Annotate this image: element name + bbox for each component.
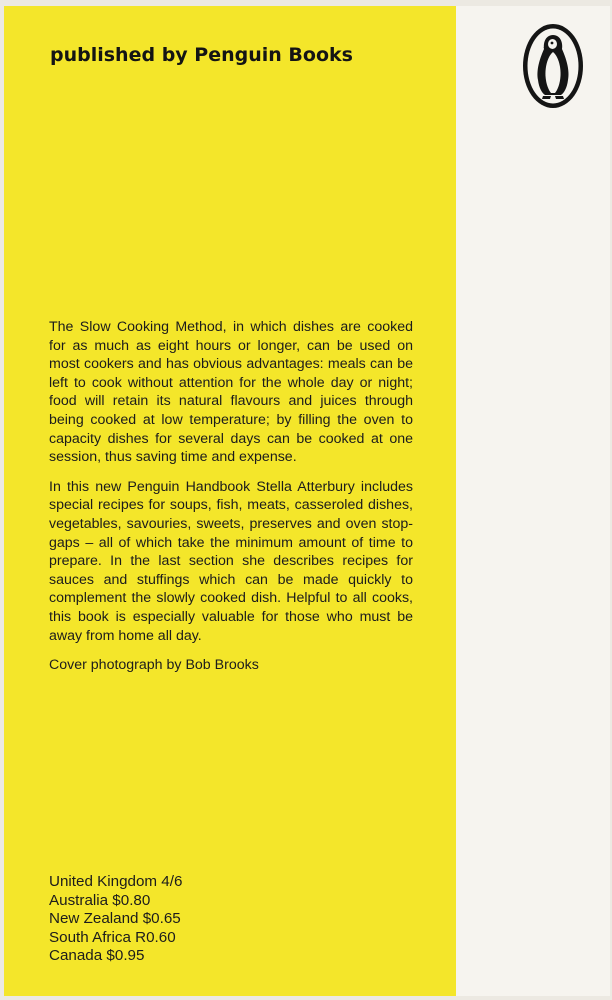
publisher-line: published by Penguin Books (50, 44, 353, 66)
price-new-zealand: New Zealand $0.65 (49, 910, 181, 928)
blurb-paragraph-2: In this new Penguin Handbook Stella Atterbury includes special recipes for soups, fish, meats, casseroled dishes, vegetables, savouries, sweets, preserves and oven stop-gaps – all of which take the minimum amount of time to prepare. In the last section she describes recipes for sauces and stuffings which can be made quickly to complement the slowly cooked dish. Helpful to all cooks, this book is especially valuable for those who must be away from home all day. (49, 478, 413, 644)
cover-credit: Cover photograph by Bob Brooks (49, 657, 259, 674)
blurb-text (49, 318, 413, 686)
price-uk: United Kingdom 4/6 (49, 873, 183, 890)
blurb-paragraph-1: The Slow Cooking Method, in which dishes are cooked for as much as eight hours or longer, can be used on most cookers and has obvious advantages: meals can be left to cook without attention for the whole day or night; food will retain its natural flavours and juices through being cooked at low temperature; by filling the oven to capacity dishes for several days can be cooked at one session, thus saving time and expense. (49, 319, 413, 466)
penguin-logo-icon (521, 22, 585, 110)
white-strip (456, 6, 610, 996)
price-canada: Canada $0.95 (49, 947, 145, 965)
price-south-africa: South Africa R0.60 (49, 928, 176, 946)
price-australia: Australia $0.80 (49, 891, 151, 909)
price-list (49, 873, 182, 966)
